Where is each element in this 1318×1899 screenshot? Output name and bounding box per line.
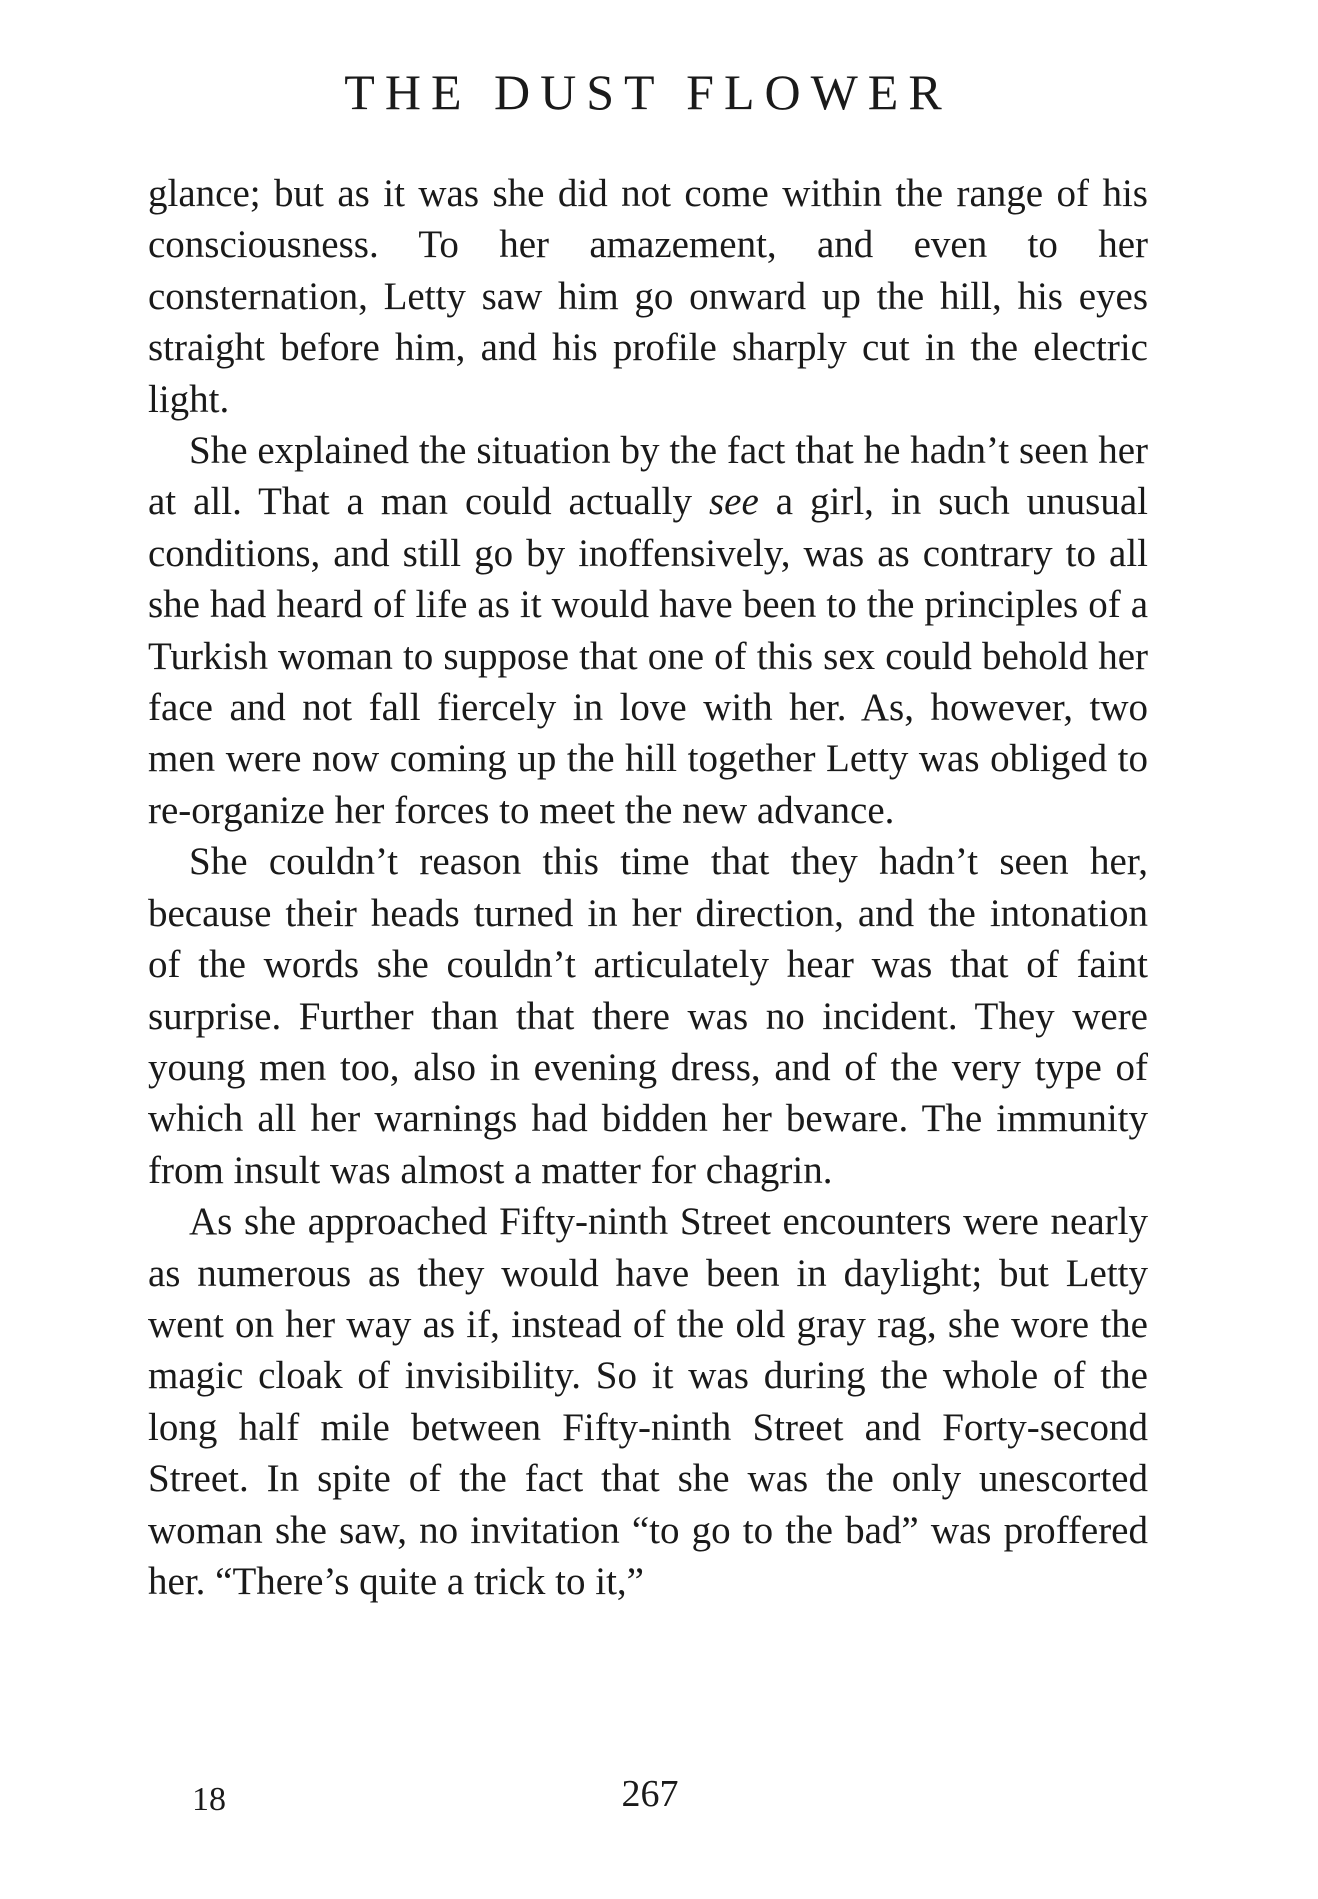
paragraph-3: She couldn’t reason this time that they hadn’t seen her, because their heads turned in her direction, and the intonation of the words she couldn’t articulately hear was that of faint surprise. Further than that there was no incident. They were young men too, also in evening dress, and of the very type of which all her warnings had bidden her beware. The immunity from insult was almost a matter for chagrin.: [148, 840, 1148, 1192]
body-text: [148, 168, 1148, 1607]
paragraph-4: As she approached Fifty-ninth Street encounters were nearly as numerous as they would have been in daylight; but Letty went on her way as if, instead of the old gray rag, she wore the magic cloak of invisibility. So it was during the whole of the long half mile between Fifty-ninth Street and Forty-second Street. In spite of the fact that she was the only unescorted woman she saw, no invitation “to go to the bad” was proffered her. “There’s quite a trick to it,”: [148, 1200, 1148, 1603]
paragraph-2-text-before: She explained the situation by the fact that he hadn’t seen her at all. That a man could actually: [148, 429, 1148, 524]
paragraph-1: glance; but as it was she did not come within the range of his consciousness. To her amazement, and even to her consternation, Letty saw him go onward up the hill, his eyes straight before him, and his profile sharply cut in the electric light.: [148, 172, 1148, 421]
page-number: 267: [621, 1773, 679, 1815]
signature-mark: 18: [192, 1781, 226, 1818]
paragraph-2: [148, 425, 1148, 836]
running-head: THE DUST FLOWER: [344, 64, 952, 120]
paragraph-2-emphasis: see: [708, 480, 759, 524]
paragraph-2-text-after: a girl, in such unusual conditions, and still go by inoffensively, was as contrary to all she had heard of life as it would have been to the principles of a Turkish woman to suppose that one of this sex could behold her face and not fall fiercely in love with her. As, however, two men were now coming up the hill together Letty was obliged to re-organize her forces to meet the new advance.: [148, 480, 1148, 832]
